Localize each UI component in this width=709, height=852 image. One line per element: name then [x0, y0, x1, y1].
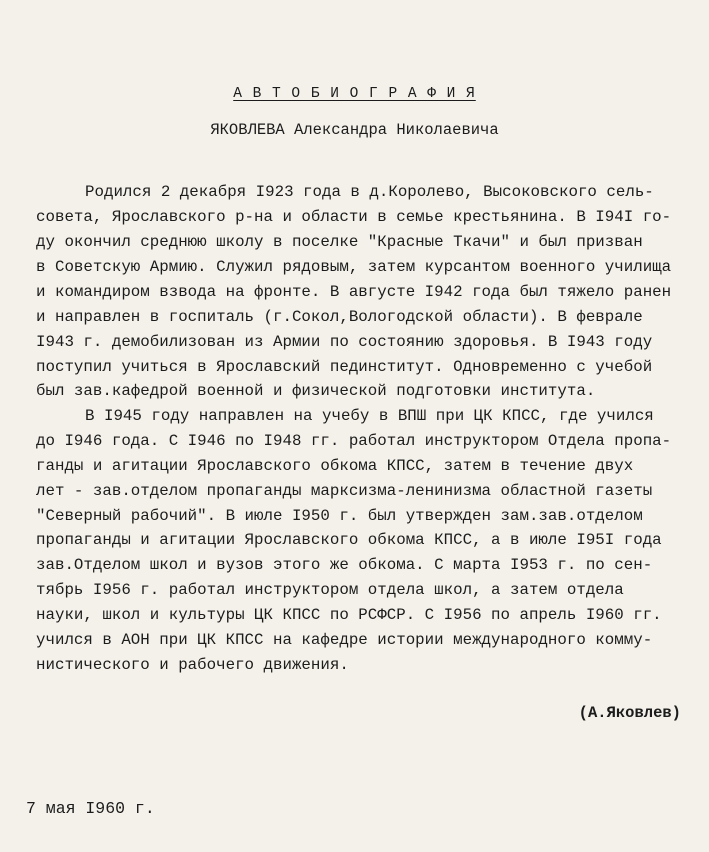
document-title: А В Т О Б И О Г Р А Ф И Я: [233, 86, 476, 102]
document-subtitle: ЯКОВЛЕВА Александра Николаевича: [210, 121, 499, 139]
text-line: учился в АОН при ЦК КПСС на кафедре истории международного комму-: [36, 631, 653, 649]
text-line: зав.Отделом школ и вузов этого же обкома. С марта I953 г. по сен-: [36, 556, 653, 574]
text-line: лет - зав.отделом пропаганды марксизма-ленинизма областной газеты: [36, 482, 653, 500]
text-line: Родился 2 декабря I923 года в д.Королево, Высоковского сель-: [85, 183, 654, 201]
text-line: тябрь I956 г. работал инструктором отдела школ, а затем отдела: [36, 581, 624, 599]
text-line: совета, Ярославского р-на и области в семье крестьянина. В I94I го-: [36, 208, 672, 226]
signature: (А.Яковлев): [578, 704, 681, 722]
text-line: был зав.кафедрой военной и физической подготовки института.: [36, 382, 596, 400]
text-line: "Северный рабочий". В июле I950 г. был утвержден зам.зав.отделом: [36, 507, 643, 525]
text-line: В I945 году направлен на учебу в ВПШ при ЦК КПСС, где учился: [85, 407, 654, 425]
text-line: науки, школ и культуры ЦК КПСС по РСФСР. С I956 по апрель I960 гг.: [36, 606, 662, 624]
text-line: и командиром взвода на фронте. В августе I942 года был тяжело ранен: [36, 283, 672, 301]
text-line: ду окончил среднюю школу в поселке "Красные Ткачи" и был призван: [36, 233, 643, 251]
text-line: ганды и агитации Ярославского обкома КПСС, затем в течение двух: [36, 457, 634, 475]
text-line: в Советскую Армию. Служил рядовым, затем курсантом военного училища: [36, 258, 672, 276]
document-date: 7 мая I960 г.: [26, 799, 155, 818]
text-line: поступил учиться в Ярославский пединститут. Одновременно с учебой: [36, 358, 653, 376]
text-line: и направлен в госпиталь (г.Сокол,Вологодской области). В феврале: [36, 308, 643, 326]
text-line: пропаганды и агитации Ярославского обкома КПСС, а в июле I95I года: [36, 531, 662, 549]
text-line: нистического и рабочего движения.: [36, 656, 349, 674]
text-line: I943 г. демобилизован из Армии по состоянию здоровья. В I943 году: [36, 333, 653, 351]
text-line: до I946 года. С I946 по I948 гг. работал инструктором Отдела пропа-: [36, 432, 672, 450]
